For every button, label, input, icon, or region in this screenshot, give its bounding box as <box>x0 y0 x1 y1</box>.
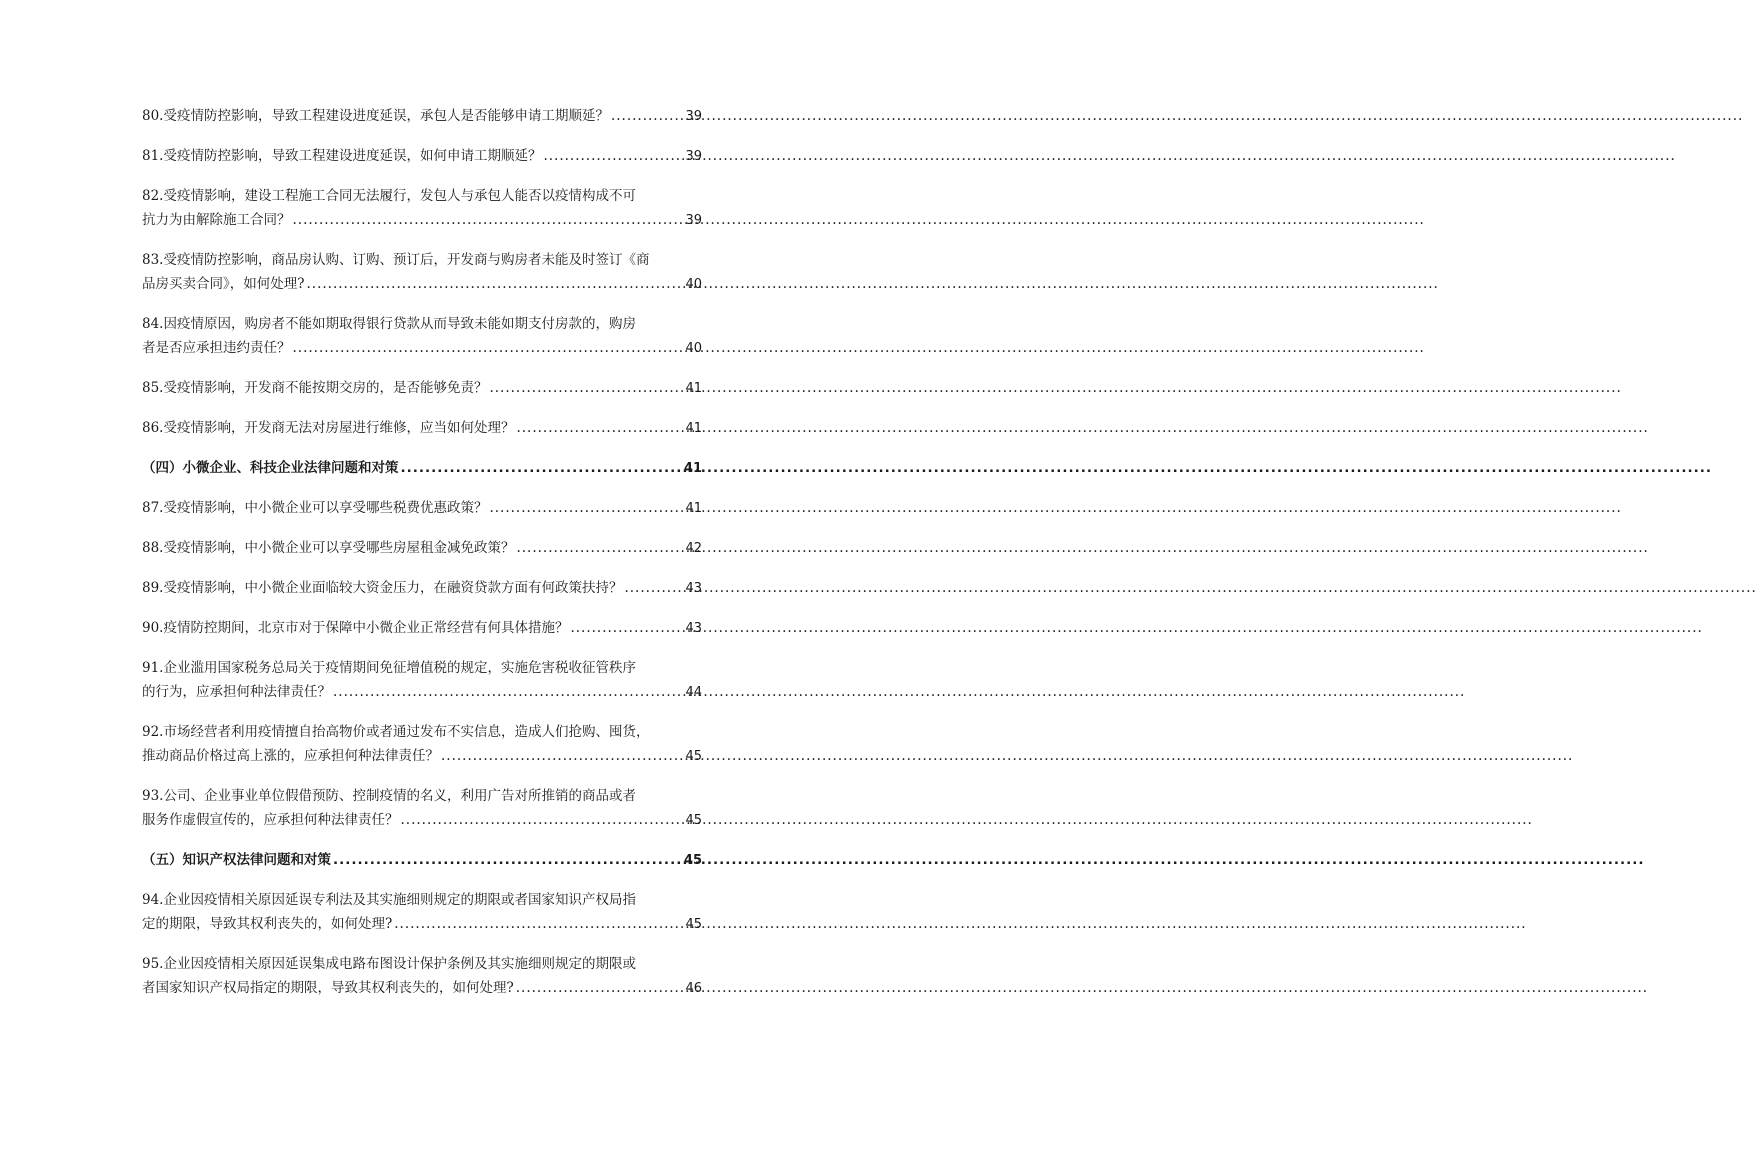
toc-entry-title: 服务作虚假宣传的，应承担何种法律责任？ <box>142 812 399 828</box>
toc-entry-title: 95.企业因疫情相关原因延误集成电路布图设计保护条例及其实施细则规定的期限或 <box>142 956 636 972</box>
toc-entry[interactable] <box>142 416 702 440</box>
toc-entry-title: 80.受疫情防控影响，导致工程建设进度延误，承包人是否能够申请工期顺延？ <box>142 108 609 124</box>
toc-entry-line <box>142 976 702 1000</box>
toc-entry-line <box>142 208 702 232</box>
toc-entry-line <box>142 744 702 768</box>
toc-entry[interactable] <box>142 784 702 832</box>
toc-entry[interactable] <box>142 248 702 296</box>
toc-page-number: 39 <box>685 149 702 164</box>
dot-leader <box>516 976 684 1000</box>
toc-entry-line <box>142 416 702 440</box>
dot-leader <box>401 456 682 480</box>
dot-leader <box>307 272 684 296</box>
toc-section-heading[interactable] <box>142 456 702 480</box>
toc-page-number: 41 <box>685 381 702 396</box>
toc-page-number: 42 <box>685 541 702 556</box>
toc-entry-title: 抗力为由解除施工合同？ <box>142 212 291 228</box>
toc-entry-title: 81.受疫情防控影响，导致工程建设进度延误，如何申请工期顺延？ <box>142 148 542 164</box>
dot-leader <box>611 104 683 128</box>
toc-entry[interactable] <box>142 952 702 1000</box>
toc-page-number: 45 <box>685 813 702 828</box>
toc-page-number: 39 <box>685 109 702 124</box>
dot-leader <box>489 376 683 400</box>
toc-entry-title: 90.疫情防控期间，北京市对于保障中小微企业正常经营有何具体措施？ <box>142 620 569 636</box>
toc-page-number: 45 <box>685 749 702 764</box>
toc-page-number: 43 <box>685 581 702 596</box>
toc-entry-line <box>142 576 702 600</box>
toc-entry-title: 89.受疫情影响，中小微企业面临较大资金压力，在融资贷款方面有何政策扶持？ <box>142 580 623 596</box>
toc-entry-line <box>142 496 702 520</box>
toc-entry-title: （四）小微企业、科技企业法律问题和对策 <box>142 460 399 476</box>
dot-leader <box>624 576 683 600</box>
toc-entry-title: 86.受疫情影响，开发商无法对房屋进行维修，应当如何处理？ <box>142 420 515 436</box>
toc-page-number: 41 <box>683 461 702 476</box>
dot-leader <box>293 336 684 360</box>
dot-leader <box>441 744 683 768</box>
dot-leader <box>394 912 683 936</box>
toc-page-number: 40 <box>685 341 702 356</box>
toc-entry[interactable] <box>142 104 702 128</box>
toc-entry-title: 82.受疫情影响，建设工程施工合同无法履行，发包人与承包人能否以疫情构成不可 <box>142 188 636 204</box>
toc-entry[interactable] <box>142 576 702 600</box>
toc-entry-line <box>142 104 702 128</box>
dot-leader <box>293 208 684 232</box>
dot-leader <box>333 680 683 704</box>
toc-page-number: 41 <box>685 421 702 436</box>
toc-page-number: 44 <box>685 685 702 700</box>
toc-entry-title: 92.市场经营者利用疫情擅自抬高物价或者通过发布不实信息，造成人们抢购、囤货， <box>142 724 650 740</box>
toc-entry-line <box>142 808 702 832</box>
toc-page-number: 45 <box>683 853 702 868</box>
toc-entry[interactable] <box>142 144 702 168</box>
toc-entry-title: （五）知识产权法律问题和对策 <box>142 852 331 868</box>
toc-entry-line <box>142 272 702 296</box>
toc-entry-title: 94.企业因疫情相关原因延误专利法及其实施细则规定的期限或者国家知识产权局指 <box>142 892 636 908</box>
toc-entry-line <box>142 680 702 704</box>
toc-page-number: 43 <box>685 621 702 636</box>
dot-leader <box>543 144 683 168</box>
toc-entry-title: 87.受疫情影响，中小微企业可以享受哪些税费优惠政策？ <box>142 500 488 516</box>
dot-leader <box>516 416 683 440</box>
toc-entry-title: 83.受疫情防控影响，商品房认购、订购、预订后，开发商与购房者未能及时签订《商 <box>142 252 650 268</box>
toc-entry-line <box>142 912 702 936</box>
toc-entry-title: 定的期限，导致其权利丧失的，如何处理? <box>142 916 393 932</box>
toc-entry[interactable] <box>142 720 702 768</box>
toc-page-number: 46 <box>685 981 702 996</box>
dot-leader <box>489 496 683 520</box>
toc-entry[interactable] <box>142 184 702 232</box>
toc-entry[interactable] <box>142 536 702 560</box>
table-of-contents <box>142 104 702 1016</box>
toc-entry-line <box>142 616 702 640</box>
toc-entry-title: 91.企业滥用国家税务总局关于疫情期间免征增值税的规定，实施危害税收征管秩序 <box>142 660 636 676</box>
toc-entry[interactable] <box>142 888 702 936</box>
toc-section-heading[interactable] <box>142 848 702 872</box>
toc-entry-title: 者是否应承担违约责任？ <box>142 340 291 356</box>
toc-entry-line <box>142 336 702 360</box>
toc-entry[interactable] <box>142 376 702 400</box>
toc-entry[interactable] <box>142 496 702 520</box>
toc-entry-line <box>142 536 702 560</box>
dot-leader <box>570 616 683 640</box>
dot-leader <box>401 808 684 832</box>
toc-entry-title: 者国家知识产权局指定的期限，导致其权利丧失的，如何处理? <box>142 980 514 996</box>
toc-entry-title: 88.受疫情影响，中小微企业可以享受哪些房屋租金减免政策？ <box>142 540 515 556</box>
toc-entry[interactable] <box>142 312 702 360</box>
toc-page-number: 39 <box>685 213 702 228</box>
toc-entry-line <box>142 456 702 480</box>
toc-page-number: 45 <box>685 917 702 932</box>
toc-entry-title: 的行为，应承担何种法律责任？ <box>142 684 331 700</box>
toc-entry-title: 推动商品价格过高上涨的，应承担何种法律责任？ <box>142 748 439 764</box>
toc-entry-title: 品房买卖合同》，如何处理? <box>142 276 305 292</box>
dot-leader <box>333 848 682 872</box>
toc-entry-line <box>142 848 702 872</box>
toc-entry-title: 93.公司、企业事业单位假借预防、控制疫情的名义，利用广告对所推销的商品或者 <box>142 788 636 804</box>
toc-entry-title: 85.受疫情影响，开发商不能按期交房的，是否能够免责？ <box>142 380 488 396</box>
toc-entry[interactable] <box>142 656 702 704</box>
toc-page-number: 40 <box>685 277 702 292</box>
toc-page-number: 41 <box>685 501 702 516</box>
toc-entry-line <box>142 144 702 168</box>
toc-entry-title: 84.因疫情原因，购房者不能如期取得银行贷款从而导致未能如期支付房款的，购房 <box>142 316 636 332</box>
dot-leader <box>516 536 683 560</box>
toc-entry[interactable] <box>142 616 702 640</box>
toc-entry-line <box>142 376 702 400</box>
